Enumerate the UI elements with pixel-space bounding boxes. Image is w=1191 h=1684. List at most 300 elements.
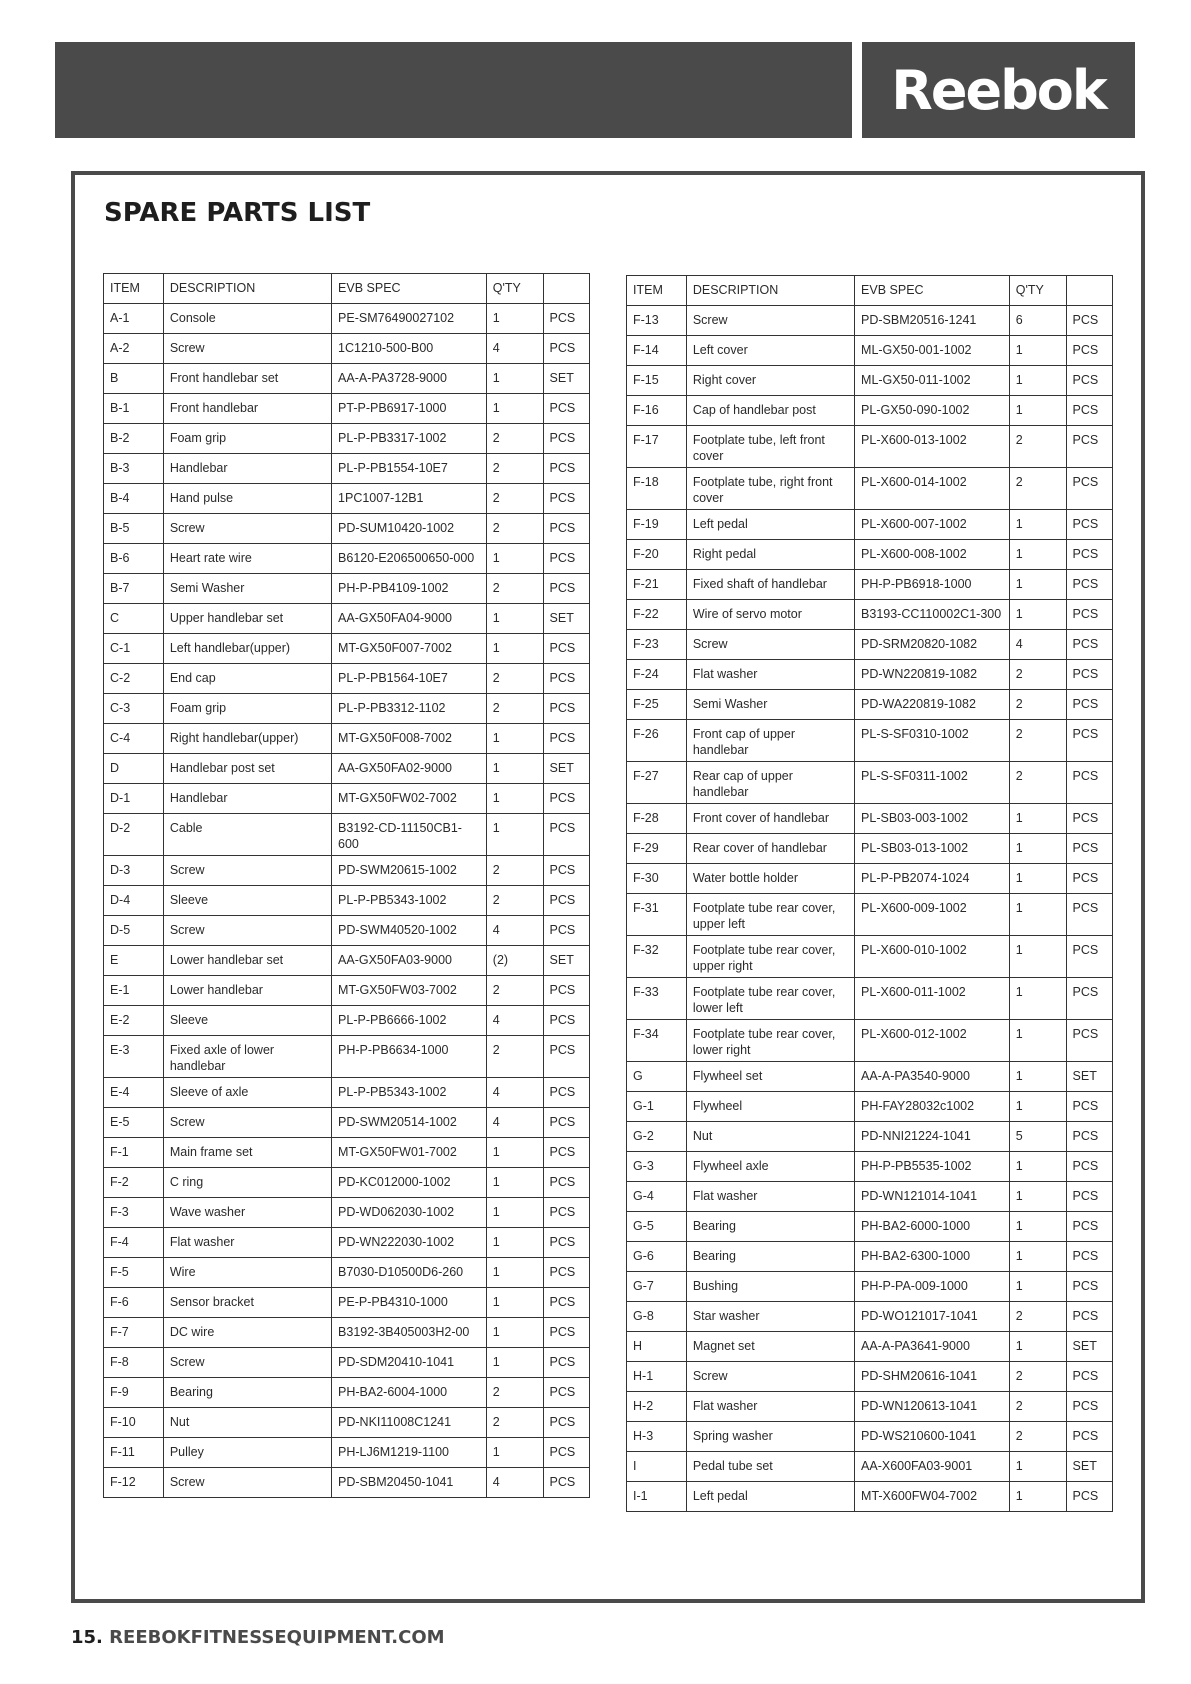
table-row: [104, 784, 590, 814]
cell-description: Sleeve of axle: [163, 1078, 331, 1108]
cell-unit: PCS: [543, 634, 589, 664]
cell-evb-spec: PD-WO121017-1041: [855, 1302, 1010, 1332]
cell-item: G-2: [627, 1122, 687, 1152]
header-item: ITEM: [627, 276, 687, 306]
cell-item: F-23: [627, 630, 687, 660]
cell-qty: 5: [1009, 1122, 1066, 1152]
cell-evb-spec: MT-X600FW04-7002: [855, 1482, 1010, 1512]
cell-evb-spec: MT-GX50FW01-7002: [332, 1138, 487, 1168]
cell-unit: PCS: [543, 514, 589, 544]
cell-item: C-2: [104, 664, 164, 694]
table-row: [104, 1438, 590, 1468]
cell-description: Hand pulse: [163, 484, 331, 514]
table-row: [104, 754, 590, 784]
cell-item: B-7: [104, 574, 164, 604]
header-bar: [55, 42, 852, 138]
cell-unit: PCS: [1066, 426, 1112, 468]
cell-unit: PCS: [543, 424, 589, 454]
cell-qty: 2: [486, 664, 543, 694]
cell-unit: PCS: [543, 1258, 589, 1288]
cell-item: E-2: [104, 1006, 164, 1036]
cell-description: Flat washer: [686, 660, 854, 690]
cell-item: F-6: [104, 1288, 164, 1318]
cell-qty: 1: [1009, 834, 1066, 864]
table-row: [104, 1006, 590, 1036]
cell-evb-spec: PD-WN121014-1041: [855, 1182, 1010, 1212]
cell-item: F-3: [104, 1198, 164, 1228]
table-row: [627, 570, 1113, 600]
cell-description: Lower handlebar: [163, 976, 331, 1006]
cell-unit: PCS: [1066, 864, 1112, 894]
cell-item: C-1: [104, 634, 164, 664]
cell-evb-spec: PD-WN120613-1041: [855, 1392, 1010, 1422]
cell-evb-spec: PH-FAY28032c1002: [855, 1092, 1010, 1122]
cell-unit: PCS: [1066, 396, 1112, 426]
table-row: [104, 1468, 590, 1498]
cell-evb-spec: PL-X600-009-1002: [855, 894, 1010, 936]
cell-description: Semi Washer: [163, 574, 331, 604]
cell-unit: PCS: [543, 1228, 589, 1258]
cell-item: G: [627, 1062, 687, 1092]
cell-evb-spec: PD-SWM20514-1002: [332, 1108, 487, 1138]
cell-qty: 1: [486, 544, 543, 574]
cell-item: F-14: [627, 336, 687, 366]
table-row: [627, 1062, 1113, 1092]
cell-qty: 2: [486, 976, 543, 1006]
table-row: [627, 1332, 1113, 1362]
cell-evb-spec: B3192-CD-11150CB1-600: [332, 814, 487, 856]
cell-description: Footplate tube rear cover, lower right: [686, 1020, 854, 1062]
table-row: [104, 1078, 590, 1108]
cell-qty: 1: [486, 754, 543, 784]
cell-unit: PCS: [1066, 1152, 1112, 1182]
cell-description: Wire: [163, 1258, 331, 1288]
cell-evb-spec: AA-GX50FA02-9000: [332, 754, 487, 784]
cell-item: F-17: [627, 426, 687, 468]
cell-evb-spec: PH-BA2-6004-1000: [332, 1378, 487, 1408]
cell-evb-spec: PL-S-SF0310-1002: [855, 720, 1010, 762]
table-row: [104, 1288, 590, 1318]
cell-evb-spec: PH-BA2-6300-1000: [855, 1242, 1010, 1272]
cell-qty: 2: [1009, 1422, 1066, 1452]
cell-description: Fixed axle of lower handlebar: [163, 1036, 331, 1078]
table-row: [104, 304, 590, 334]
cell-unit: PCS: [543, 574, 589, 604]
table-row: [627, 690, 1113, 720]
cell-item: F-30: [627, 864, 687, 894]
cell-description: Spring washer: [686, 1422, 854, 1452]
cell-description: Front cap of upper handlebar: [686, 720, 854, 762]
cell-unit: PCS: [1066, 804, 1112, 834]
cell-description: Screw: [163, 1468, 331, 1498]
cell-unit: PCS: [543, 694, 589, 724]
cell-qty: 1: [1009, 978, 1066, 1020]
header-description: DESCRIPTION: [163, 274, 331, 304]
cell-description: Sleeve: [163, 1006, 331, 1036]
table-row: [104, 394, 590, 424]
cell-qty: 2: [486, 886, 543, 916]
cell-qty: 1: [1009, 1212, 1066, 1242]
table-row: [627, 1452, 1113, 1482]
cell-item: A-2: [104, 334, 164, 364]
cell-item: B-4: [104, 484, 164, 514]
cell-item: F-16: [627, 396, 687, 426]
cell-description: Left handlebar(upper): [163, 634, 331, 664]
cell-description: Rear cap of upper handlebar: [686, 762, 854, 804]
cell-description: Footplate tube rear cover, upper right: [686, 936, 854, 978]
cell-item: F-11: [104, 1438, 164, 1468]
cell-qty: 1: [1009, 936, 1066, 978]
cell-item: I: [627, 1452, 687, 1482]
website-link[interactable]: REEBOKFITNESSEQUIPMENT.COM: [109, 1627, 445, 1648]
cell-evb-spec: B7030-D10500D6-260: [332, 1258, 487, 1288]
cell-qty: 2: [486, 1408, 543, 1438]
header-description: DESCRIPTION: [686, 276, 854, 306]
table-row: [104, 484, 590, 514]
cell-description: Screw: [163, 1108, 331, 1138]
table-row: [627, 1272, 1113, 1302]
cell-unit: PCS: [543, 1348, 589, 1378]
cell-evb-spec: PD-SUM10420-1002: [332, 514, 487, 544]
cell-evb-spec: PH-BA2-6000-1000: [855, 1212, 1010, 1242]
cell-qty: 1: [1009, 894, 1066, 936]
cell-item: F-5: [104, 1258, 164, 1288]
cell-unit: PCS: [1066, 468, 1112, 510]
header-qty: Q'TY: [1009, 276, 1066, 306]
cell-qty: 4: [1009, 630, 1066, 660]
cell-unit: SET: [1066, 1452, 1112, 1482]
table-row: [104, 1228, 590, 1258]
cell-item: F-27: [627, 762, 687, 804]
table-row: [104, 334, 590, 364]
cell-unit: PCS: [543, 1198, 589, 1228]
cell-description: Pulley: [163, 1438, 331, 1468]
cell-qty: 2: [1009, 1362, 1066, 1392]
table-row: [627, 1152, 1113, 1182]
cell-qty: 1: [486, 1198, 543, 1228]
cell-qty: 1: [486, 724, 543, 754]
cell-item: F-8: [104, 1348, 164, 1378]
cell-evb-spec: PD-SWM20615-1002: [332, 856, 487, 886]
cell-unit: PCS: [543, 1318, 589, 1348]
cell-description: Flat washer: [686, 1392, 854, 1422]
cell-description: Flywheel: [686, 1092, 854, 1122]
cell-description: Rear cover of handlebar: [686, 834, 854, 864]
cell-item: F-32: [627, 936, 687, 978]
header-evb-spec: EVB SPEC: [332, 274, 487, 304]
table-row: [104, 634, 590, 664]
cell-unit: PCS: [1066, 540, 1112, 570]
cell-qty: 1: [486, 1258, 543, 1288]
cell-item: F-4: [104, 1228, 164, 1258]
cell-item: G-1: [627, 1092, 687, 1122]
cell-unit: PCS: [1066, 1362, 1112, 1392]
table-row: [627, 510, 1113, 540]
table-row: [104, 916, 590, 946]
cell-unit: SET: [543, 754, 589, 784]
table-row: [627, 834, 1113, 864]
cell-unit: SET: [543, 364, 589, 394]
cell-unit: PCS: [543, 484, 589, 514]
cell-item: B-6: [104, 544, 164, 574]
cell-description: Main frame set: [163, 1138, 331, 1168]
cell-item: F-12: [104, 1468, 164, 1498]
cell-qty: 2: [1009, 426, 1066, 468]
cell-item: F-18: [627, 468, 687, 510]
cell-description: Upper handlebar set: [163, 604, 331, 634]
cell-unit: PCS: [1066, 1392, 1112, 1422]
cell-description: Footplate tube, right front cover: [686, 468, 854, 510]
header-qty: Q'TY: [486, 274, 543, 304]
cell-unit: PCS: [543, 1468, 589, 1498]
cell-item: A-1: [104, 304, 164, 334]
header-unit: [543, 274, 589, 304]
cell-qty: 4: [486, 1006, 543, 1036]
cell-qty: 1: [1009, 600, 1066, 630]
table-row: [627, 630, 1113, 660]
table-row: [104, 1318, 590, 1348]
cell-evb-spec: B3193-CC110002C1-300: [855, 600, 1010, 630]
cell-evb-spec: PD-SRM20820-1082: [855, 630, 1010, 660]
cell-evb-spec: PL-X600-012-1002: [855, 1020, 1010, 1062]
cell-item: F-7: [104, 1318, 164, 1348]
cell-description: Foam grip: [163, 694, 331, 724]
table-row: [627, 660, 1113, 690]
cell-qty: 2: [1009, 720, 1066, 762]
table-row: [104, 814, 590, 856]
cell-unit: PCS: [1066, 570, 1112, 600]
cell-description: Front cover of handlebar: [686, 804, 854, 834]
cell-item: F-1: [104, 1138, 164, 1168]
table-header-row: [627, 276, 1113, 306]
cell-description: Flywheel axle: [686, 1152, 854, 1182]
table-row: [627, 1362, 1113, 1392]
table-row: [627, 1212, 1113, 1242]
cell-description: Lower handlebar set: [163, 946, 331, 976]
cell-evb-spec: PL-P-PB3312-1102: [332, 694, 487, 724]
cell-unit: PCS: [543, 1006, 589, 1036]
cell-qty: 1: [1009, 540, 1066, 570]
cell-item: G-4: [627, 1182, 687, 1212]
table-row: [104, 976, 590, 1006]
cell-item: B-3: [104, 454, 164, 484]
cell-unit: PCS: [1066, 1482, 1112, 1512]
table-row: [627, 600, 1113, 630]
cell-evb-spec: PD-NKI11008C1241: [332, 1408, 487, 1438]
cell-item: F-9: [104, 1378, 164, 1408]
cell-evb-spec: ML-GX50-011-1002: [855, 366, 1010, 396]
cell-unit: PCS: [543, 334, 589, 364]
cell-description: Bearing: [163, 1378, 331, 1408]
cell-unit: PCS: [543, 304, 589, 334]
cell-qty: 4: [486, 334, 543, 364]
cell-description: Screw: [686, 306, 854, 336]
cell-description: Water bottle holder: [686, 864, 854, 894]
cell-qty: 2: [486, 514, 543, 544]
cell-item: F-22: [627, 600, 687, 630]
cell-unit: PCS: [543, 1438, 589, 1468]
cell-evb-spec: PE-SM76490027102: [332, 304, 487, 334]
cell-item: C: [104, 604, 164, 634]
cell-evb-spec: PL-X600-014-1002: [855, 468, 1010, 510]
cell-description: Bushing: [686, 1272, 854, 1302]
table-row: [627, 804, 1113, 834]
cell-item: F-10: [104, 1408, 164, 1438]
cell-qty: 1: [1009, 864, 1066, 894]
cell-description: Wire of servo motor: [686, 600, 854, 630]
cell-unit: PCS: [543, 1138, 589, 1168]
cell-description: Footplate tube rear cover, lower left: [686, 978, 854, 1020]
cell-qty: 2: [486, 1378, 543, 1408]
cell-unit: PCS: [543, 1036, 589, 1078]
cell-item: E-3: [104, 1036, 164, 1078]
cell-description: Left pedal: [686, 1482, 854, 1512]
cell-unit: PCS: [1066, 306, 1112, 336]
cell-description: Flat washer: [163, 1228, 331, 1258]
cell-unit: PCS: [1066, 1242, 1112, 1272]
cell-item: E-1: [104, 976, 164, 1006]
cell-qty: 2: [486, 1036, 543, 1078]
cell-item: D-1: [104, 784, 164, 814]
cell-description: Sleeve: [163, 886, 331, 916]
cell-item: I-1: [627, 1482, 687, 1512]
cell-evb-spec: PD-SBM20516-1241: [855, 306, 1010, 336]
table-row: [627, 1392, 1113, 1422]
cell-qty: 1: [1009, 1092, 1066, 1122]
cell-unit: PCS: [543, 724, 589, 754]
table-row: [627, 1242, 1113, 1272]
cell-unit: PCS: [1066, 690, 1112, 720]
cell-qty: 4: [486, 1108, 543, 1138]
cell-description: Front handlebar set: [163, 364, 331, 394]
cell-item: H-1: [627, 1362, 687, 1392]
table-row: [627, 1122, 1113, 1152]
cell-unit: PCS: [1066, 936, 1112, 978]
cell-qty: 1: [486, 1228, 543, 1258]
cell-description: Right cover: [686, 366, 854, 396]
table-row: [627, 762, 1113, 804]
table-row: [104, 886, 590, 916]
cell-unit: PCS: [543, 976, 589, 1006]
cell-description: Flywheel set: [686, 1062, 854, 1092]
table-row: [627, 1302, 1113, 1332]
cell-unit: PCS: [543, 1108, 589, 1138]
cell-evb-spec: PH-P-PB5535-1002: [855, 1152, 1010, 1182]
cell-description: Star washer: [686, 1302, 854, 1332]
cell-evb-spec: PL-GX50-090-1002: [855, 396, 1010, 426]
cell-description: Bearing: [686, 1242, 854, 1272]
cell-qty: 2: [486, 424, 543, 454]
cell-qty: 1: [486, 604, 543, 634]
cell-description: Footplate tube rear cover, upper left: [686, 894, 854, 936]
cell-unit: PCS: [1066, 1272, 1112, 1302]
cell-qty: 1: [486, 1138, 543, 1168]
cell-qty: 1: [1009, 1452, 1066, 1482]
cell-evb-spec: AA-X600FA03-9001: [855, 1452, 1010, 1482]
page-number: 15.: [71, 1627, 103, 1648]
table-row: [104, 424, 590, 454]
cell-evb-spec: PL-X600-007-1002: [855, 510, 1010, 540]
cell-evb-spec: PL-SB03-013-1002: [855, 834, 1010, 864]
cell-qty: 1: [1009, 1152, 1066, 1182]
table-row: [104, 514, 590, 544]
cell-item: B: [104, 364, 164, 394]
cell-item: D-5: [104, 916, 164, 946]
cell-item: F-24: [627, 660, 687, 690]
cell-description: Nut: [163, 1408, 331, 1438]
cell-unit: SET: [543, 946, 589, 976]
cell-description: Handlebar: [163, 784, 331, 814]
cell-description: Screw: [163, 856, 331, 886]
cell-qty: 1: [1009, 1332, 1066, 1362]
cell-qty: 4: [486, 1078, 543, 1108]
cell-unit: PCS: [543, 1408, 589, 1438]
cell-unit: PCS: [1066, 1302, 1112, 1332]
cell-evb-spec: AA-A-PA3728-9000: [332, 364, 487, 394]
table-row: [104, 1036, 590, 1078]
table-row: [104, 604, 590, 634]
cell-description: Sensor bracket: [163, 1288, 331, 1318]
cell-description: Cable: [163, 814, 331, 856]
cell-qty: 2: [486, 484, 543, 514]
cell-item: E: [104, 946, 164, 976]
cell-qty: 1: [486, 304, 543, 334]
table-row: [104, 1138, 590, 1168]
cell-description: Screw: [686, 1362, 854, 1392]
table-row: [104, 364, 590, 394]
cell-qty: 6: [1009, 306, 1066, 336]
cell-item: F-15: [627, 366, 687, 396]
cell-unit: PCS: [543, 856, 589, 886]
cell-evb-spec: PD-SBM20450-1041: [332, 1468, 487, 1498]
cell-evb-spec: PH-LJ6M1219-1100: [332, 1438, 487, 1468]
cell-item: C-4: [104, 724, 164, 754]
cell-description: Left pedal: [686, 510, 854, 540]
cell-evb-spec: PL-X600-010-1002: [855, 936, 1010, 978]
cell-description: Wave washer: [163, 1198, 331, 1228]
cell-evb-spec: PD-SWM40520-1002: [332, 916, 487, 946]
cell-description: Screw: [163, 916, 331, 946]
cell-qty: 2: [1009, 762, 1066, 804]
cell-evb-spec: PL-P-PB3317-1002: [332, 424, 487, 454]
cell-item: D-3: [104, 856, 164, 886]
cell-description: C ring: [163, 1168, 331, 1198]
table-row: [104, 544, 590, 574]
cell-qty: 1: [1009, 1242, 1066, 1272]
cell-evb-spec: PD-KC012000-1002: [332, 1168, 487, 1198]
cell-item: F-19: [627, 510, 687, 540]
footer: [71, 1627, 445, 1648]
table-row: [627, 1020, 1113, 1062]
cell-description: End cap: [163, 664, 331, 694]
cell-qty: 1: [1009, 1020, 1066, 1062]
cell-evb-spec: AA-GX50FA04-9000: [332, 604, 487, 634]
cell-item: B-2: [104, 424, 164, 454]
cell-qty: 1: [1009, 1182, 1066, 1212]
cell-description: Magnet set: [686, 1332, 854, 1362]
cell-description: Cap of handlebar post: [686, 396, 854, 426]
cell-description: Heart rate wire: [163, 544, 331, 574]
cell-unit: PCS: [543, 664, 589, 694]
cell-unit: PCS: [1066, 1122, 1112, 1152]
cell-qty: 2: [1009, 690, 1066, 720]
cell-evb-spec: PD-WD062030-1002: [332, 1198, 487, 1228]
cell-evb-spec: PL-P-PB5343-1002: [332, 1078, 487, 1108]
page-title: SPARE PARTS LIST: [104, 198, 371, 228]
table-row: [627, 978, 1113, 1020]
table-row: [104, 1258, 590, 1288]
cell-qty: 2: [1009, 468, 1066, 510]
